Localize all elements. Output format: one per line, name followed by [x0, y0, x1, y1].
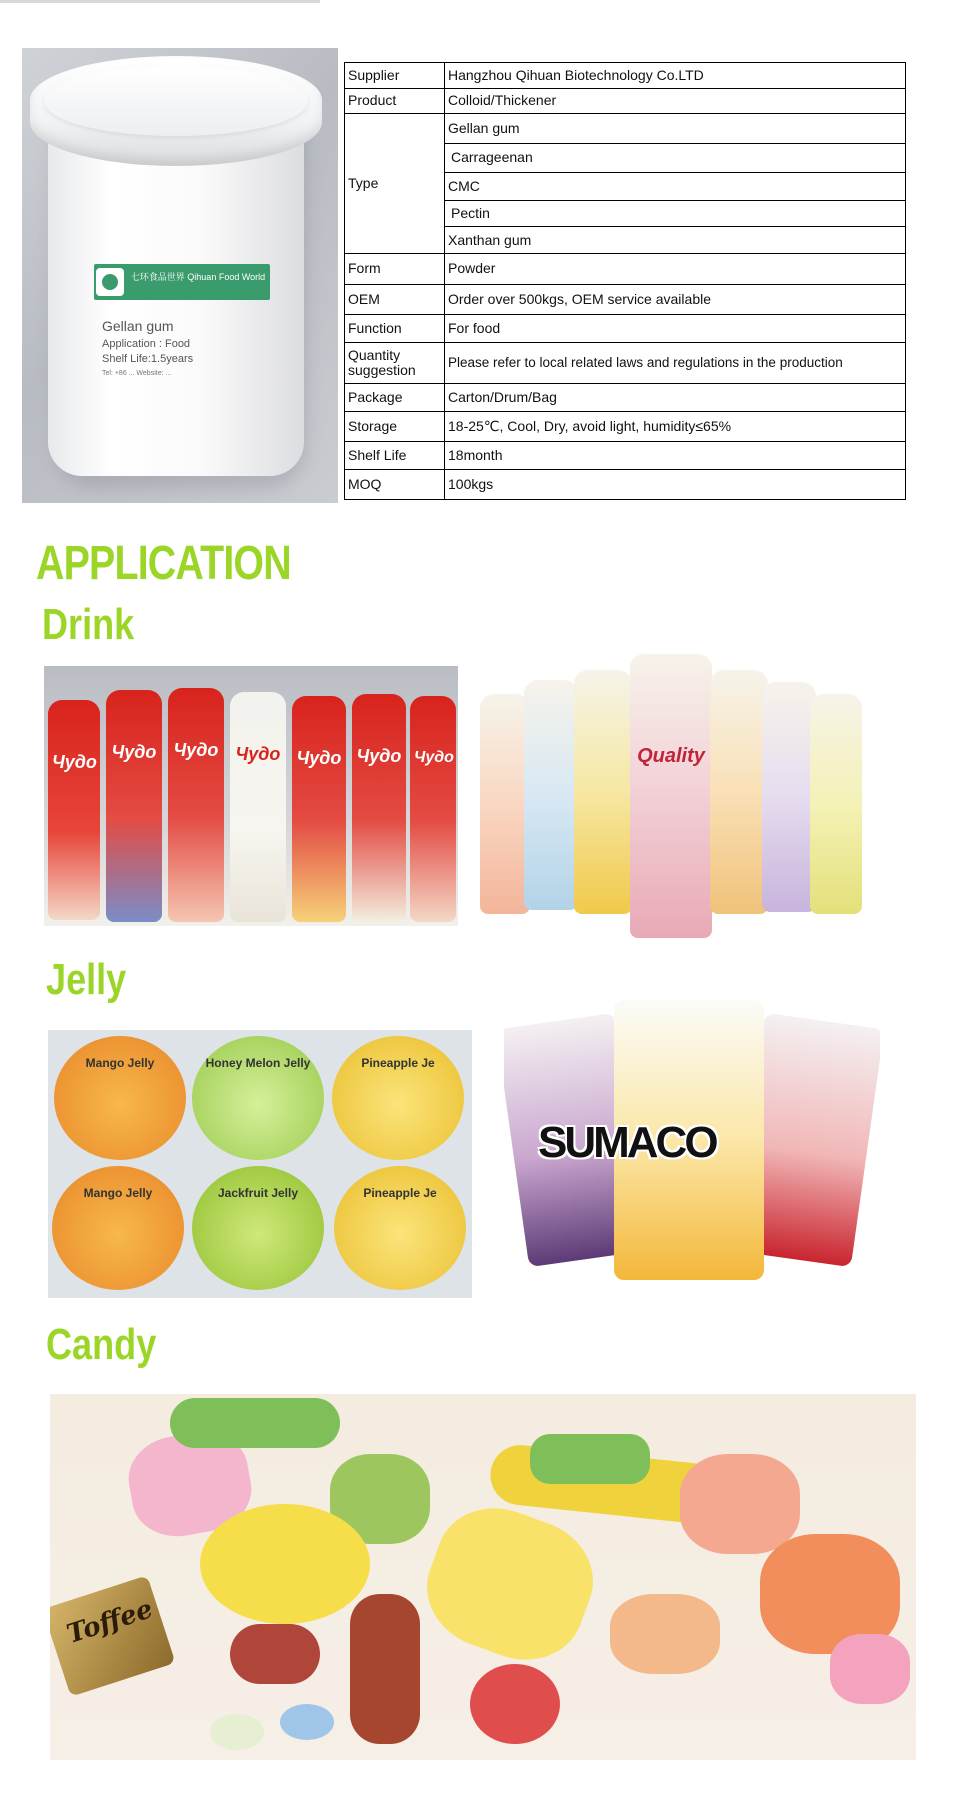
bottle-shape [574, 670, 632, 914]
toffee-label: Toffee [63, 1594, 157, 1650]
jelly-cup-label: Pineapple Je [361, 1056, 435, 1070]
bottle-shape [410, 696, 456, 922]
bottle-shape [762, 682, 816, 912]
row-label: Function [345, 315, 445, 343]
jelly-cup-label: Mango Jelly [85, 1056, 155, 1070]
drink-quality-photo [470, 650, 890, 940]
jar-label-contact: Tel: +86 ... Website: ... [102, 370, 172, 377]
jar-label-brand: 七环食品世界 Qihuan Food World [130, 272, 266, 282]
table-row [345, 114, 906, 144]
candy-photo [50, 1394, 916, 1760]
jelly-pouch-photo [504, 990, 880, 1290]
bottle-brand: Чудо [52, 752, 97, 772]
application-heading: APPLICATION [36, 537, 291, 590]
row-label: Package [345, 383, 445, 412]
jar-label-name: Gellan gum [102, 318, 174, 334]
product-jar-photo [22, 48, 338, 503]
row-value: Powder [445, 253, 906, 284]
bottle-shape [480, 694, 530, 914]
brand-logo-icon [96, 268, 124, 296]
toffee-wrapper [50, 1575, 176, 1696]
jar-label-application: Application : Food [102, 338, 191, 350]
jelly-cup-label: Honey Melon Jelly [205, 1056, 311, 1070]
bottle-shape [48, 700, 100, 920]
bottle-shape [230, 692, 286, 922]
bottle-brand: Чудо [111, 742, 157, 762]
jar-label-shelf-life: Shelf Life:1.5years [102, 353, 194, 365]
bottle-shape [524, 680, 578, 910]
candy-heading: Candy [46, 1320, 157, 1369]
bottle-shape [352, 694, 406, 922]
row-label: Shelf Life [345, 441, 445, 470]
candy-piece [170, 1398, 340, 1448]
jelly-cup-label: Pineapple Je [363, 1186, 437, 1200]
candy-piece [411, 1491, 609, 1677]
bottle-brand: Чудо [173, 740, 219, 760]
jelly-cup [54, 1036, 186, 1160]
jelly-heading: Jelly [46, 955, 127, 1004]
row-value: 18month [445, 441, 906, 470]
row-value: 18-25℃, Cool, Dry, avoid light, humidity≤65% [445, 412, 906, 442]
bottle-shape [106, 690, 162, 922]
bottle-brand: Чудо [296, 748, 342, 768]
row-value: Please refer to local related laws and regulations in the production [445, 342, 906, 383]
jar-lid-rim [44, 66, 308, 136]
row-label: OEM [345, 284, 445, 315]
candy-piece [230, 1624, 320, 1684]
table-row [345, 441, 906, 470]
candy-piece [210, 1714, 264, 1750]
row-value: Order over 500kgs, OEM service available [445, 284, 906, 315]
row-value: Gellan gum [445, 114, 906, 144]
bottle-brand: Чудо [356, 746, 402, 766]
bottle-shape [168, 688, 224, 922]
bottle-brand: Quality [637, 745, 705, 767]
row-value: Colloid/Thickener [445, 88, 906, 114]
table-row [345, 88, 906, 114]
jelly-cup [332, 1036, 464, 1160]
row-value: Hangzhou Qihuan Biotechnology Co.LTD [445, 63, 906, 89]
candy-piece [350, 1594, 420, 1744]
bottle-brand: Чудо [235, 744, 281, 764]
row-label: Quantity suggestion [345, 342, 445, 383]
candy-piece [830, 1634, 910, 1704]
candy-piece [610, 1594, 720, 1674]
jelly-cup-label: Jackfruit Jelly [217, 1186, 299, 1200]
bottle-shape [630, 654, 712, 938]
candy-piece [680, 1454, 800, 1554]
row-label: Product [345, 88, 445, 114]
row-label: Supplier [345, 63, 445, 89]
candy-piece [530, 1434, 650, 1484]
row-value: 100kgs [445, 470, 906, 500]
drink-yogurt-photo [44, 666, 458, 926]
jelly-cup [52, 1166, 184, 1290]
drink-heading: Drink [42, 600, 135, 649]
table-row [345, 284, 906, 315]
row-label: Type [345, 114, 445, 254]
candy-piece [280, 1704, 334, 1740]
spec-table [344, 62, 906, 500]
jelly-cup [192, 1166, 324, 1290]
row-label: Storage [345, 412, 445, 442]
jelly-cup [334, 1166, 466, 1290]
row-label: MOQ [345, 470, 445, 500]
row-value: Carrageenan [445, 143, 906, 173]
row-value: Xanthan gum [445, 227, 906, 254]
table-row [345, 470, 906, 500]
pouch-brand: SUMACO [538, 1118, 716, 1167]
bottle-shape [292, 696, 346, 922]
bottle-shape [810, 694, 862, 914]
jelly-cup-label: Mango Jelly [83, 1186, 153, 1200]
table-row [345, 253, 906, 284]
row-label: Form [345, 253, 445, 284]
row-value: Pectin [445, 200, 906, 227]
top-divider [0, 0, 320, 3]
jelly-cup [192, 1036, 324, 1160]
table-row [345, 315, 906, 343]
table-row [345, 383, 906, 412]
bottle-brand: Чудо [414, 749, 454, 766]
jelly-cups-photo [48, 1030, 472, 1298]
table-row [345, 63, 906, 89]
table-row [345, 412, 906, 442]
candy-piece [470, 1664, 560, 1744]
row-value: CMC [445, 173, 906, 201]
row-value: For food [445, 315, 906, 343]
table-row [345, 342, 906, 383]
bottle-shape [710, 670, 768, 914]
row-value: Carton/Drum/Bag [445, 383, 906, 412]
candy-piece [200, 1504, 370, 1624]
